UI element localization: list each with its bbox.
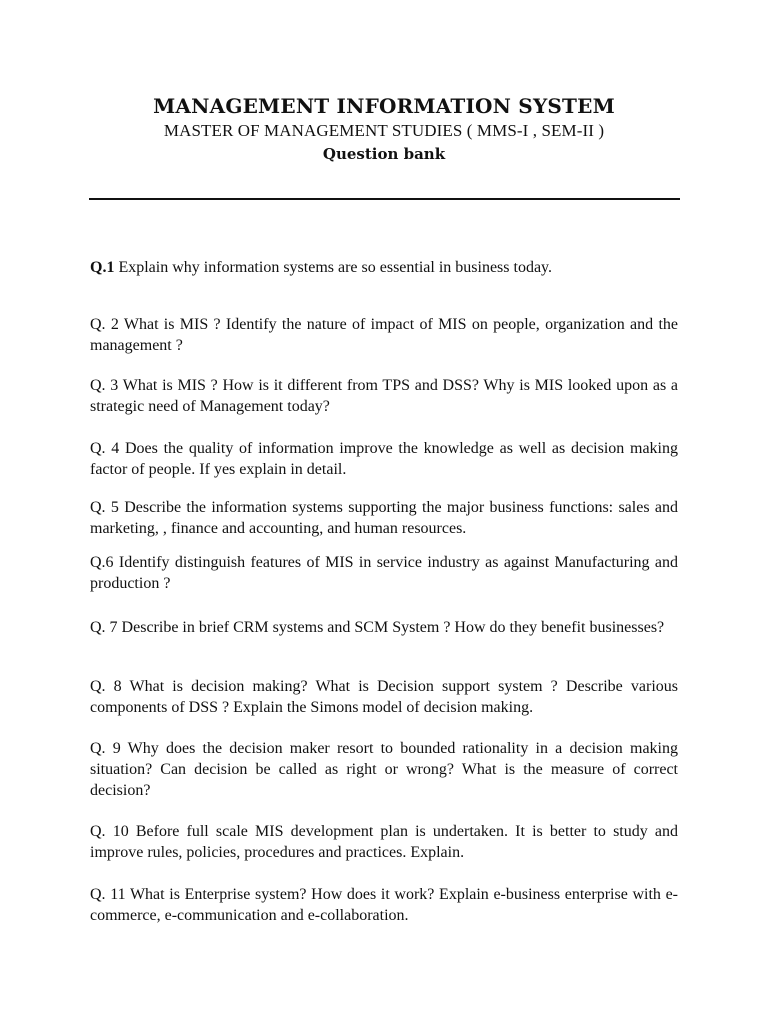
question-3 xyxy=(90,375,678,417)
question-5 xyxy=(90,497,678,539)
question-1 xyxy=(90,257,678,278)
question-4-text: Q. 4 Does the quality of information improve the knowledge as well as decision making factor of people. If yes explain in detail. xyxy=(90,440,678,478)
document-subtitle: MASTER OF MANAGEMENT STUDIES ( MMS-I , SEM-II ) xyxy=(163,121,605,140)
question-1-text: Explain why information systems are so essential in business today. xyxy=(114,259,553,276)
question-10-text: Q. 10 Before full scale MIS development plan is undertaken. It is better to study and improve rules, policies, procedures and practices. Explain. xyxy=(90,823,678,861)
question-7-text: Q. 7 Describe in brief CRM systems and SCM System ? How do they benefit businesses? xyxy=(90,619,665,636)
header-divider xyxy=(89,198,680,200)
document-title: MANAGEMENT INFORMATION SYSTEM xyxy=(153,94,615,118)
question-3-text: Q. 3 What is MIS ? How is it different from TPS and DSS? Why is MIS looked upon as a strategic need of Management today? xyxy=(90,377,678,415)
question-9 xyxy=(90,738,678,801)
question-11 xyxy=(90,884,678,926)
question-8 xyxy=(90,676,678,718)
question-4 xyxy=(90,438,678,480)
question-1-label: Q.1 xyxy=(90,259,115,276)
question-9-text: Q. 9 Why does the decision maker resort to bounded rationality in a decision making situation? Can decision be called as right or wrong? What is the measure of correct decision? xyxy=(90,740,678,799)
question-6-text: Q.6 Identify distinguish features of MIS in service industry as against Manufacturing and production ? xyxy=(90,554,678,592)
document-subheading: Question bank xyxy=(322,145,446,163)
question-10 xyxy=(90,821,678,863)
question-7 xyxy=(90,617,678,638)
question-2 xyxy=(90,314,678,356)
question-6 xyxy=(90,552,678,594)
question-5-text: Q. 5 Describe the information systems supporting the major business functions: sales and marketing, , finance and accounting, and human resources. xyxy=(90,499,678,537)
document-header xyxy=(0,92,768,165)
question-8-text: Q. 8 What is decision making? What is Decision support system ? Describe various components of DSS ? Explain the Simons model of decision making. xyxy=(90,678,678,716)
question-2-text: Q. 2 What is MIS ? Identify the nature of impact of MIS on people, organization and the management ? xyxy=(90,316,678,354)
question-11-text: Q. 11 What is Enterprise system? How does it work? Explain e-business enterprise with e-commerce, e-communication and e-collaboration. xyxy=(90,886,678,924)
